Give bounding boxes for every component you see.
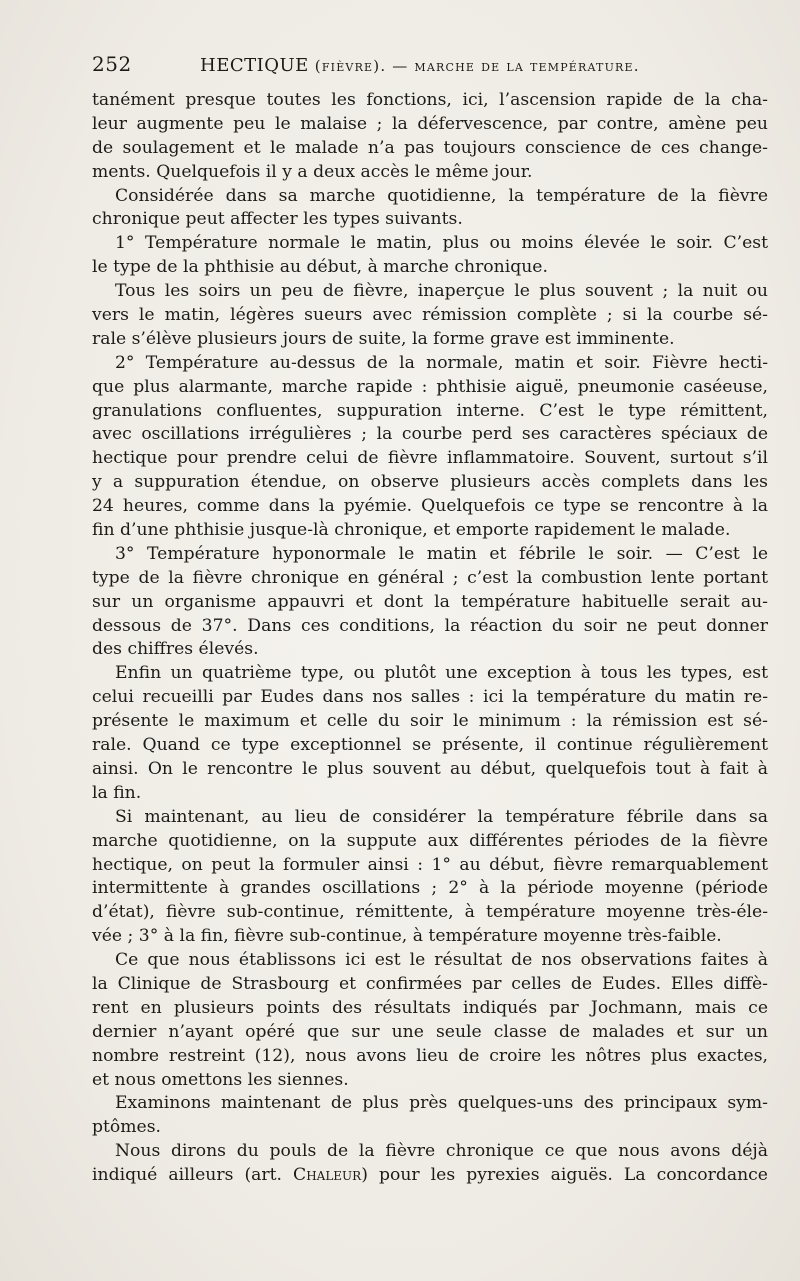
running-head: HECTIQUE (fièvre). — marche de la température. [200, 55, 640, 76]
text-line: rent en plusieurs points des résultats indiqués par Jochmann, mais ce [92, 997, 768, 1018]
text-line: avec oscillations irrégulières ; la courbe perd ses caractères spéciaux de [92, 424, 768, 445]
text-line: leur augmente peu le malaise ; la défervescence, par contre, amène peu [92, 113, 768, 134]
text-line: de soulagement et le malade n’a pas toujours conscience de ces change- [92, 137, 768, 158]
text-line: et nous omettons les siennes. [92, 1069, 349, 1090]
text-line: 24 heures, comme dans la pyémie. Quelquefois ce type se rencontre à la [92, 496, 768, 517]
text-line: 3° Température hyponormale le matin et fébrile le soir. — C’est le [115, 543, 768, 564]
text-line: ptômes. [92, 1117, 162, 1138]
text-line: marche quotidienne, on la suppute aux différentes périodes de la fièvre [92, 830, 768, 851]
text-line: celui recueilli par Eudes dans nos salles : ici la température du matin re- [92, 687, 768, 708]
text-line: granulations confluentes, suppuration interne. C’est le type rémittent, [92, 400, 768, 421]
page-number: 252 [92, 52, 132, 76]
text-line: hectique, on peut la formuler ainsi : 1° au début, fièvre remarquablement [92, 854, 768, 875]
text-line: tanément presque toutes les fonctions, ici, l’ascension rapide de la cha- [92, 90, 768, 110]
text-line: Considérée dans sa marche quotidienne, la température de la fièvre [115, 185, 768, 206]
text-line: la Clinique de Strasbourg et confirmées par celles de Eudes. Elles diffè- [92, 973, 768, 994]
text-line: 1° Température normale le matin, plus ou moins élevée le soir. C’est [115, 233, 768, 254]
text-line: sur un organisme appauvri et dont la température habituelle serait au- [92, 591, 768, 612]
text-line: d’état), fièvre sub-continue, rémittente, à température moyenne très-éle- [92, 902, 768, 923]
text-line: Enfin un quatrième type, ou plutôt une exception à tous les types, est [115, 663, 768, 684]
text-line: Nous dirons du pouls de la fièvre chronique ce que nous avons déjà [115, 1141, 768, 1162]
text-line: nombre restreint (12), nous avons lieu de croire les nôtres plus exactes, [92, 1045, 768, 1066]
text-line: Tous les soirs un peu de fièvre, inaperçue le plus souvent ; la nuit ou [115, 281, 768, 302]
text-line: que plus alarmante, marche rapide : phthisie aiguë, pneumonie caséeuse, [92, 376, 768, 397]
text-line: rale s’élève plusieurs jours de suite, la forme grave est imminente. [92, 328, 675, 349]
text-line: intermittente à grandes oscillations ; 2° à la période moyenne (période [92, 878, 768, 899]
text-line: 2° Température au-dessus de la normale, matin et soir. Fièvre hecti- [115, 352, 768, 373]
text-line: type de la fièvre chronique en général ; c’est la combustion lente portant [92, 567, 768, 588]
body-text [92, 89, 768, 1188]
text-line: le type de la phthisie au début, à marche chronique. [92, 257, 548, 278]
text-line: ments. Quelquefois il y a deux accès le même jour. [92, 161, 533, 182]
text-line: présente le maximum et celle du soir le minimum : la rémission est sé- [92, 711, 768, 732]
text-line: la fin. [92, 782, 142, 803]
text-line: fin d’une phthisie jusque-là chronique, et emporte rapidement le malade. [92, 520, 731, 541]
text-line: y a suppuration étendue, on observe plusieurs accès complets dans les [92, 472, 768, 493]
text-line: indiqué ailleurs (art. Chaleur) pour les pyrexies aiguës. La concordance [92, 1165, 768, 1186]
text-line: dessous de 37°. Dans ces conditions, la réaction du soir ne peut donner [92, 615, 768, 636]
text-line: Ce que nous établissons ici est le résultat de nos observations faites à [115, 950, 768, 971]
text-line: hectique pour prendre celui de fièvre inflammatoire. Souvent, surtout s’il [92, 448, 768, 469]
text-line: Examinons maintenant de plus près quelques-uns des principaux sym- [115, 1093, 768, 1114]
text-line: Si maintenant, au lieu de considérer la température fébrile dans sa [115, 806, 768, 827]
text-line: ainsi. On le rencontre le plus souvent au début, quelquefois tout à fait à [92, 758, 768, 779]
text-line: vers le matin, légères sueurs avec rémission complète ; si la courbe sé- [92, 305, 768, 326]
page-header [92, 52, 732, 82]
text-line: dernier n’ayant opéré que sur une seule classe de malades et sur un [92, 1021, 768, 1042]
text-line: rale. Quand ce type exceptionnel se présente, il continue régulièrement [92, 735, 768, 756]
text-line: chronique peut affecter les types suivants. [92, 209, 463, 230]
text-line: vée ; 3° à la fin, fièvre sub-continue, à température moyenne très-faible. [92, 926, 722, 947]
text-line: des chiffres élevés. [92, 639, 259, 660]
